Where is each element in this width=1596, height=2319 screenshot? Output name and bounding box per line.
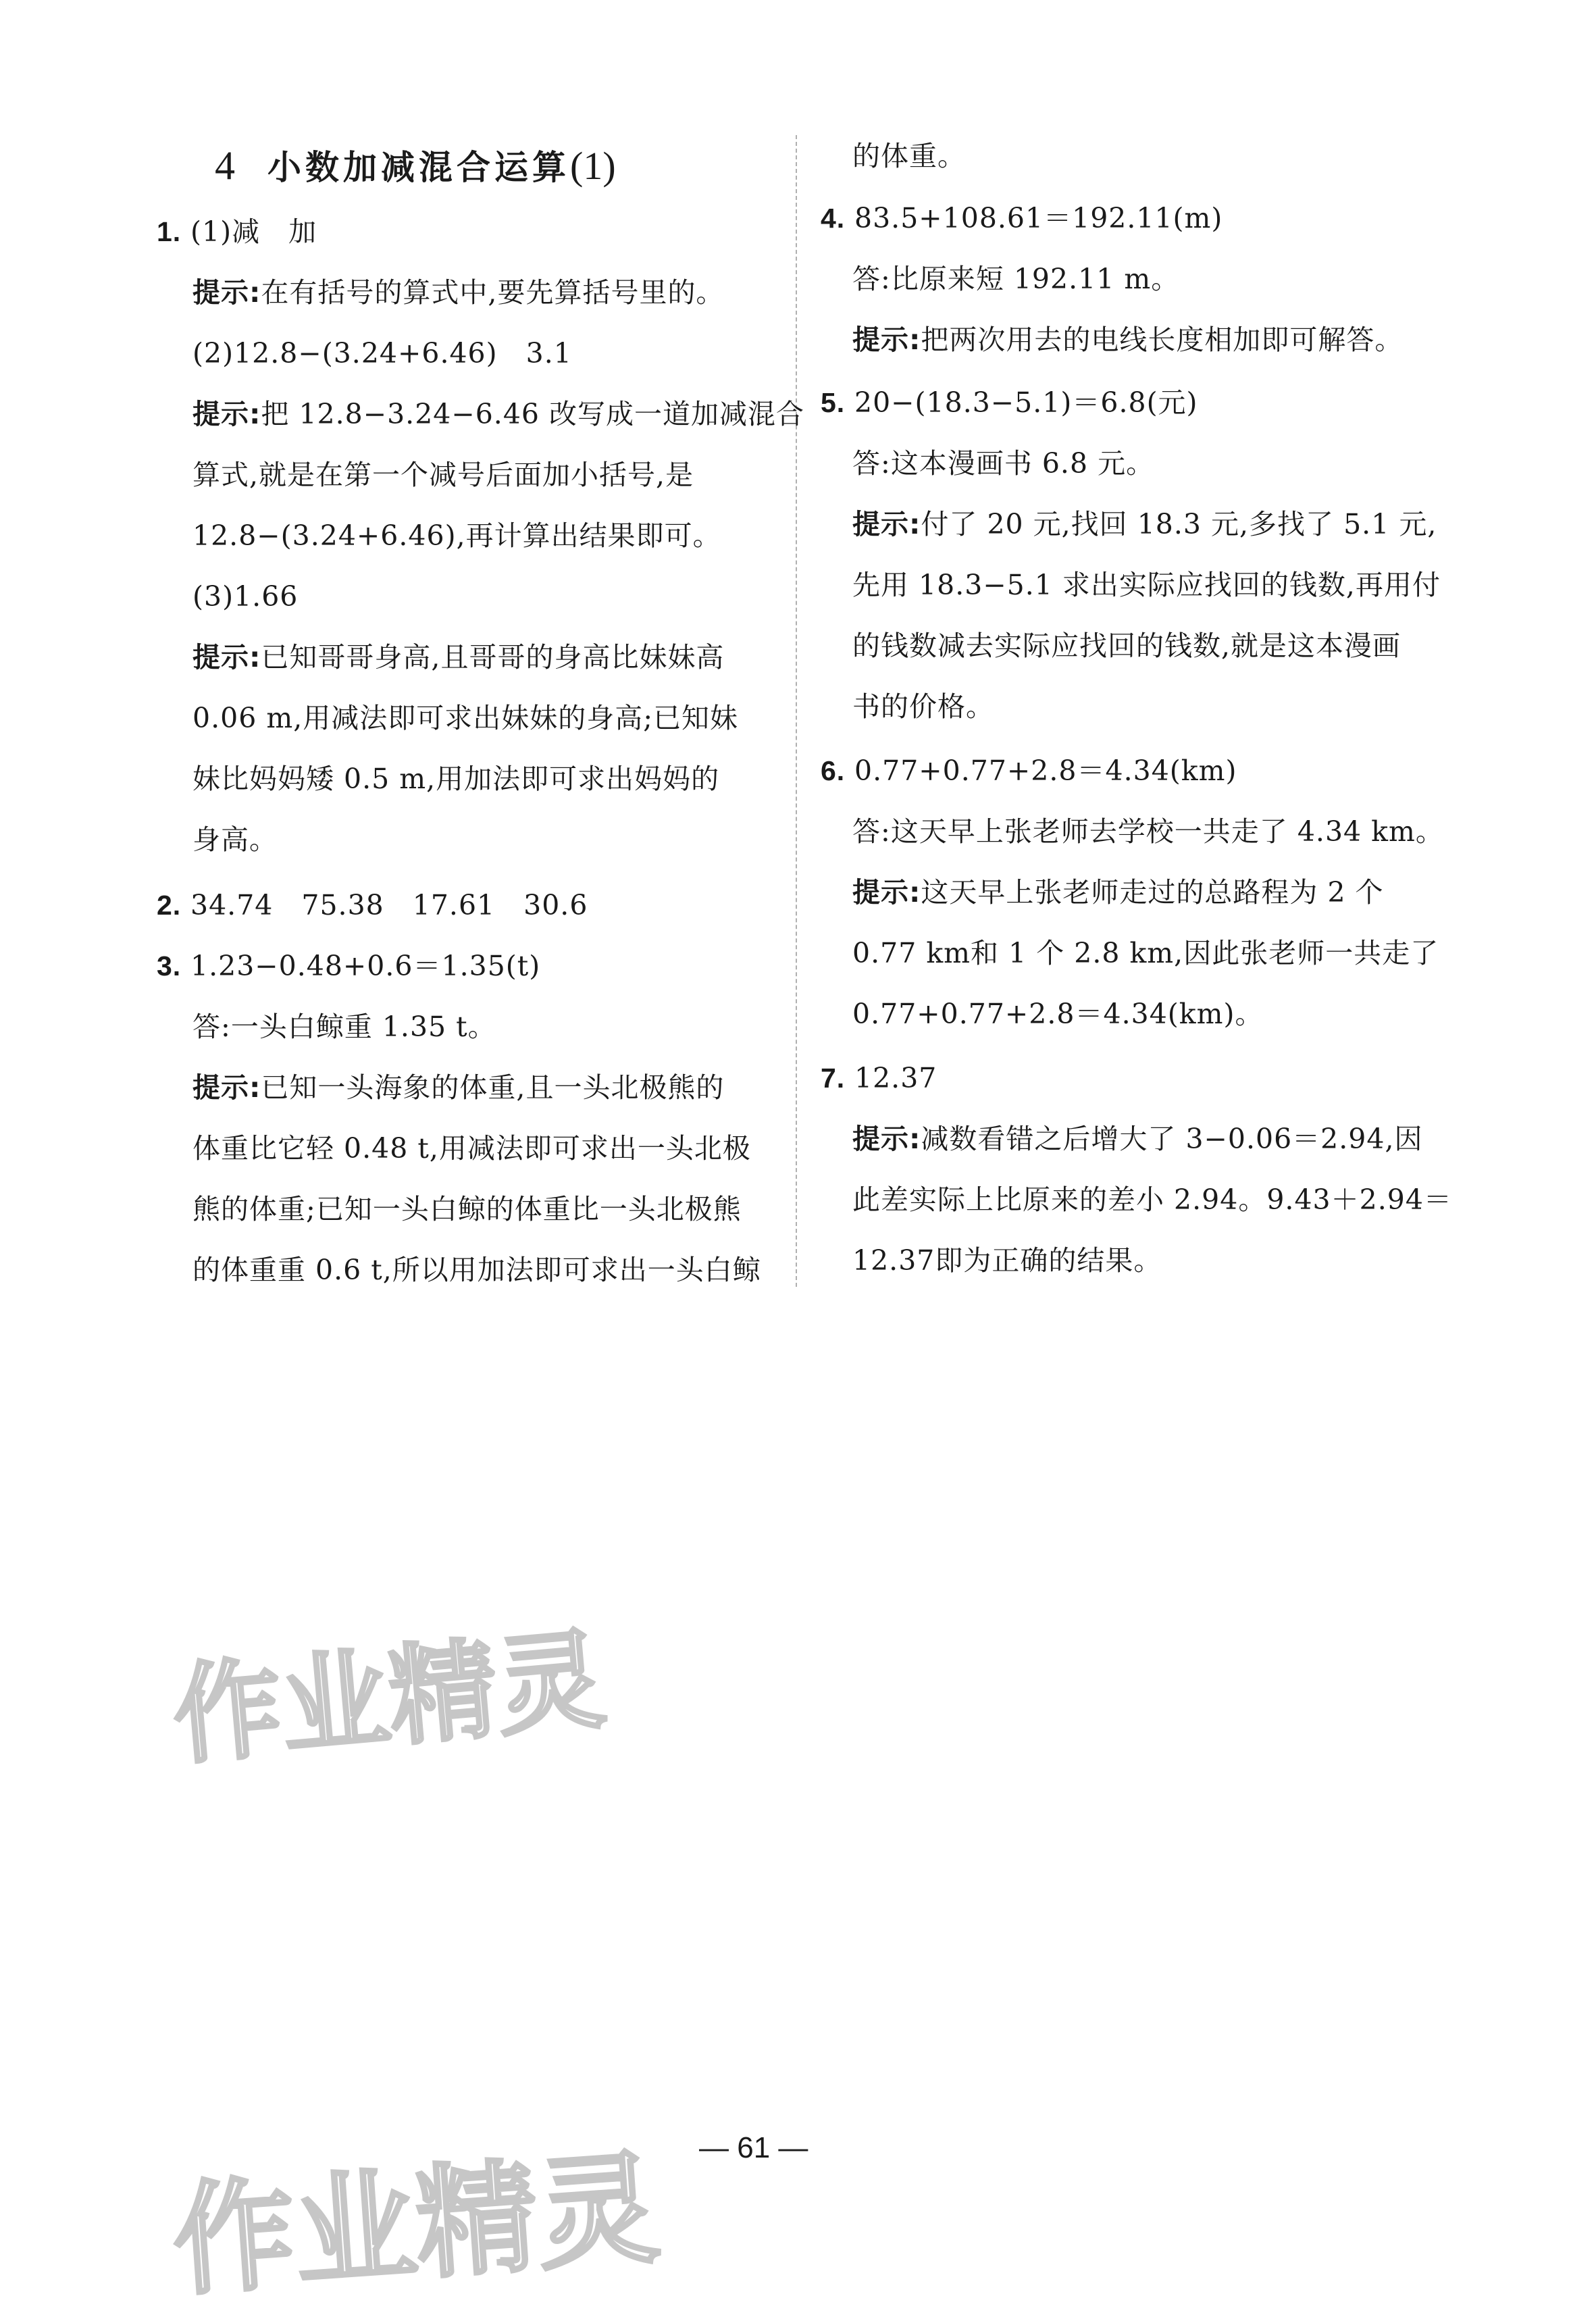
q6-equation: 6. 0.77+0.77+2.8＝4.34(km) (821, 755, 1237, 787)
q5-hint: 提示:付了 20 元,找回 18.3 元,多找了 5.1 元, (852, 508, 1437, 540)
q6-hint-line2: 0.77 km和 1 个 2.8 km,因此张老师一共走了 (852, 937, 1439, 969)
q1-part1: 1. (1)减 加 (157, 215, 317, 248)
q7-answer: 7. 12.37 (821, 1062, 937, 1094)
q3-answer: 答:一头白鲸重 1.35 t。 (192, 1011, 496, 1043)
page-number: — 61 — (699, 2131, 808, 2164)
column-divider (796, 135, 797, 1287)
q4-hint: 提示:把两次用去的电线长度相加即可解答。 (852, 324, 1404, 356)
q1-hint1: 提示:在有括号的算式中,要先算括号里的。 (192, 276, 725, 309)
q2-answer: 2. 34.74 75.38 17.61 30.6 (157, 889, 588, 921)
q1-part2: (2)12.8−(3.24+6.46) 3.1 (192, 337, 572, 369)
q3-hint-line2: 体重比它轻 0.48 t,用减法即可求出一头北极 (192, 1132, 751, 1165)
q6-hint: 提示:这天早上张老师走过的总路程为 2 个 (852, 876, 1384, 909)
q4-equation: 4. 83.5+108.61＝192.11(m) (821, 202, 1223, 234)
q5-hint-line4: 书的价格。 (852, 690, 994, 723)
q1-hint2-line2: 算式,就是在第一个减号后面加小括号,是 (192, 459, 694, 491)
q5-hint-line3: 的钱数减去实际应找回的钱数,就是这本漫画 (852, 630, 1401, 662)
q1-hint3-line3: 妹比妈妈矮 0.5 m,用加法即可求出妈妈的 (192, 763, 720, 795)
q1-hint3-line4: 身高。 (192, 823, 278, 856)
watermark: 作业精灵 (168, 1616, 611, 1780)
q6-hint-line3: 0.77+0.77+2.8＝4.34(km)。 (852, 998, 1264, 1030)
q7-hint-line2: 此差实际上比原来的差小 2.94。9.43＋2.94＝ (852, 1183, 1452, 1216)
q3-hint-line3: 熊的体重;已知一头白鲸的体重比一头北极熊 (192, 1193, 742, 1225)
q3-hint: 提示:已知一头海象的体重,且一头北极熊的 (192, 1071, 725, 1104)
section-number: 4 (215, 143, 235, 188)
q5-equation: 5. 20−(18.3−5.1)＝6.8(元) (821, 386, 1198, 419)
q1-part3: (3)1.66 (192, 580, 299, 613)
q6-answer: 答:这天早上张老师去学校一共走了 4.34 km。 (852, 815, 1444, 848)
q1-hint3-line2: 0.06 m,用减法即可求出妹妹的身高;已知妹 (192, 702, 739, 734)
q5-answer: 答:这本漫画书 6.8 元。 (852, 447, 1155, 480)
q3-hint-line4: 的体重重 0.6 t,所以用加法即可求出一头白鲸 (192, 1254, 761, 1286)
q5-hint-line2: 先用 18.3−5.1 求出实际应找回的钱数,再用付 (852, 569, 1441, 601)
q1-hint2: 提示:把 12.8−3.24−6.46 改写成一道加减混合 (192, 398, 805, 430)
section-title-text: 小数加减混合运算 (267, 148, 570, 187)
q7-hint: 提示:减数看错之后增大了 3−0.06＝2.94,因 (852, 1123, 1423, 1155)
q1-hint3: 提示:已知哥哥身高,且哥哥的身高比妹妹高 (192, 641, 725, 673)
watermark-footer: 作业精灵 (168, 2138, 664, 2313)
section-title (215, 138, 616, 195)
q7-hint-line3: 12.37即为正确的结果。 (852, 1244, 1162, 1277)
section-title-part: (1) (570, 144, 616, 188)
q1-hint2-line3: 12.8−(3.24+6.46),再计算出结果即可。 (192, 519, 721, 552)
q3-hint-line5: 的体重。 (852, 140, 966, 172)
q3-equation: 3. 1.23−0.48+0.6＝1.35(t) (157, 950, 541, 982)
q4-answer: 答:比原来短 192.11 m。 (852, 263, 1180, 295)
